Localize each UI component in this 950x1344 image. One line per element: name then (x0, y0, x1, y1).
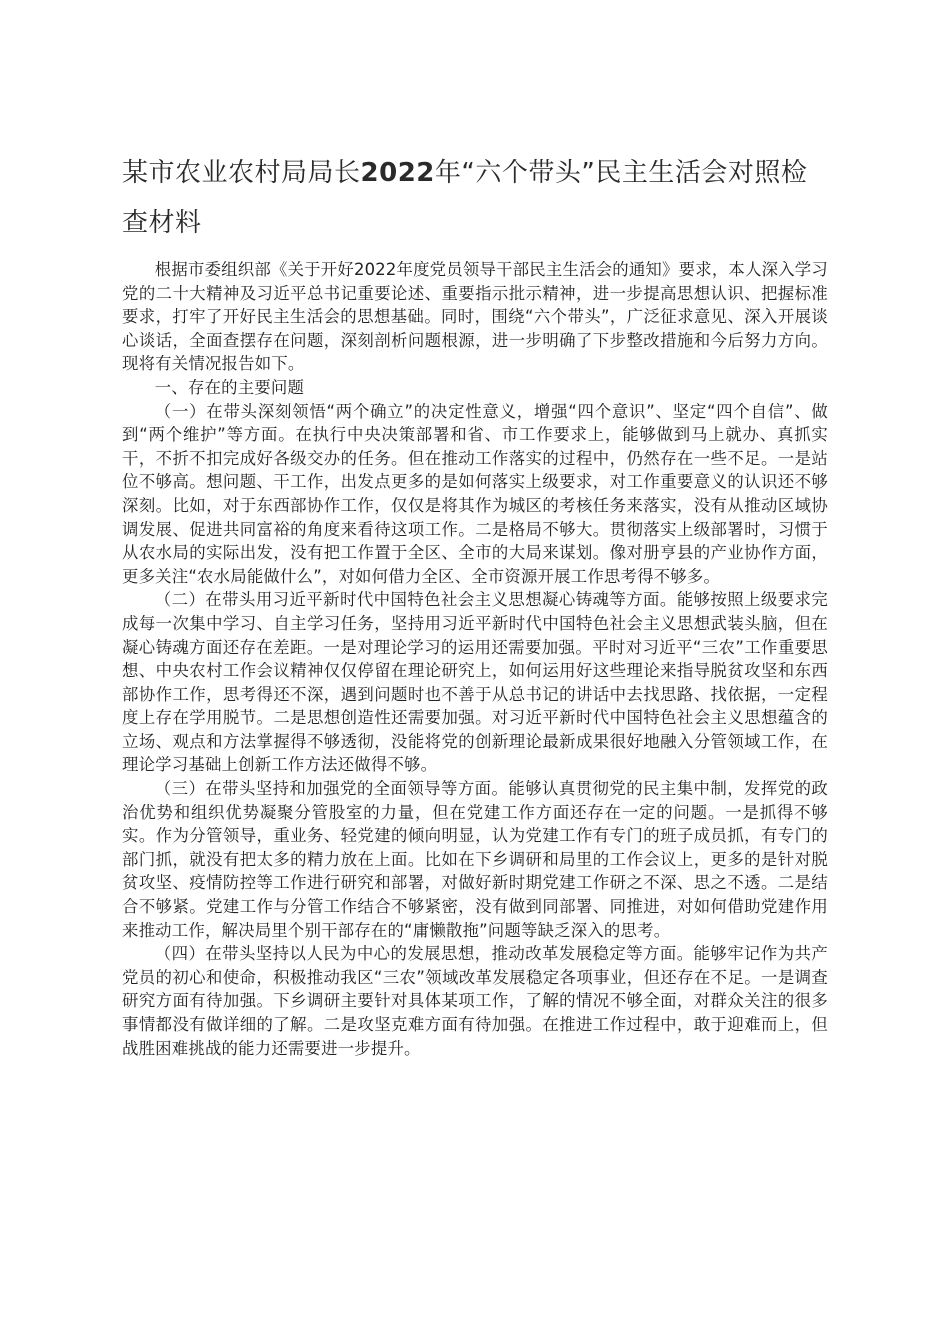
problem-paragraph-1: （一）在带头深刻领悟“两个确立”的决定性意义，增强“四个意识”、坚定“四个自信”、做到“两个维护”等方面。在执行中央决策部署和省、市工作要求上，能够做到马上就办、真抓实干，不折不扣完成好各级交办的任务。但在推动工作落实的过程中，仍然存在一些不足。一是站位不够高。想问题、干工作，出发点更多的是如何落实上级要求，对工作重要意义的认识还不够深刻。比如，对于东西部协作工作，仅仅是将其作为城区的考核任务来落实，没有从推动区域协调发展、促进共同富裕的角度来看待这项工作。二是格局不够大。贯彻落实上级部署时，习惯于从农水局的实际出发，没有把工作置于全区、全市的大局来谋划。像对册亨县的产业协作方面，更多关注“农水局能做什么”，对如何借力全区、全市资源开展工作思考得不够多。 (122, 401, 828, 586)
problem-paragraph-3: （三）在带头坚持和加强党的全面领导等方面。能够认真贯彻党的民主集中制，发挥党的政治优势和组织优势凝聚分管股室的力量，但在党建工作方面还存在一定的问题。一是抓得不够实。作为分管领导，重业务、轻党建的倾向明显，认为党建工作有专门的班子成员抓，有专门的部门抓，就没有把太多的精力放在上面。比如在下乡调研和局里的工作会议上，更多的是针对脱贫攻坚、疫情防控等工作进行研究和部署，对做好新时期党建工作研之不深、思之不透。二是结合不够紧。党建工作与分管工作结合不够紧密，没有做到同部署、同推进，对如何借助党建作用来推动工作，解决局里个别干部存在的“庸懒散拖”问题等缺乏深入的思考。 (122, 779, 828, 940)
document-title (122, 148, 828, 248)
document-page (122, 0, 828, 1344)
title-year: 2022 (360, 158, 435, 188)
title-text-after: 年“六个带头”民主生活会对照检查材料 (122, 158, 808, 238)
section-heading-problems: 一、存在的主要问题 (154, 377, 305, 397)
title-text-before: 某市农业农村局局长 (122, 158, 361, 188)
document-body (122, 258, 828, 1060)
problem-paragraph-2: （二）在带头用习近平新时代中国特色社会主义思想凝心铸魂等方面。能够按照上级要求完成每一次集中学习、自主学习任务，坚持用习近平新时代中国特色社会主义思想武装头脑，但在凝心铸魂方面还存在差距。一是对理论学习的运用还需要加强。平时对习近平“三农”工作重要思想、中央农村工作会议精神仅仅停留在理论研究上，如何运用好这些理论来指导脱贫攻坚和东西部协作工作，思考得还不深，遇到问题时也不善于从总书记的讲话中去找思路、找依据，一定程度上存在学用脱节。二是思想创造性还需要加强。对习近平新时代中国特色社会主义思想蕴含的立场、观点和方法掌握得不够透彻，没能将党的创新理论最新成果很好地融入分管领域工作，在理论学习基础上创新工作方法还做得不够。 (122, 590, 828, 775)
problem-paragraph-4: （四）在带头坚持以人民为中心的发展思想，推动改革发展稳定等方面。能够牢记作为共产党员的初心和使命，积极推动我区“三农”领域改革发展稳定各项事业，但还存在不足。一是调查研究方面有待加强。下乡调研主要针对具体某项工作，了解的情况不够全面，对群众关注的很多事情都没有做详细的了解。二是攻坚克难方面有待加强。在推进工作过程中，敢于迎难而上，但战胜困难挑战的能力还需要进一步提升。 (122, 944, 828, 1058)
intro-paragraph: 根据市委组织部《关于开好2022年度党员领导干部民主生活会的通知》要求，本人深入学习党的二十大精神及习近平总书记重要论述、重要指示批示精神，进一步提高思想认识、把握标准要求，打牢了开好民主生活会的思想基础。同时，围绕“六个带头”，广泛征求意见、深入开展谈心谈话，全面查摆存在问题，深刻剖析问题根源，进一步明确了下步整改措施和今后努力方向。现将有关情况报告如下。 (122, 260, 828, 374)
